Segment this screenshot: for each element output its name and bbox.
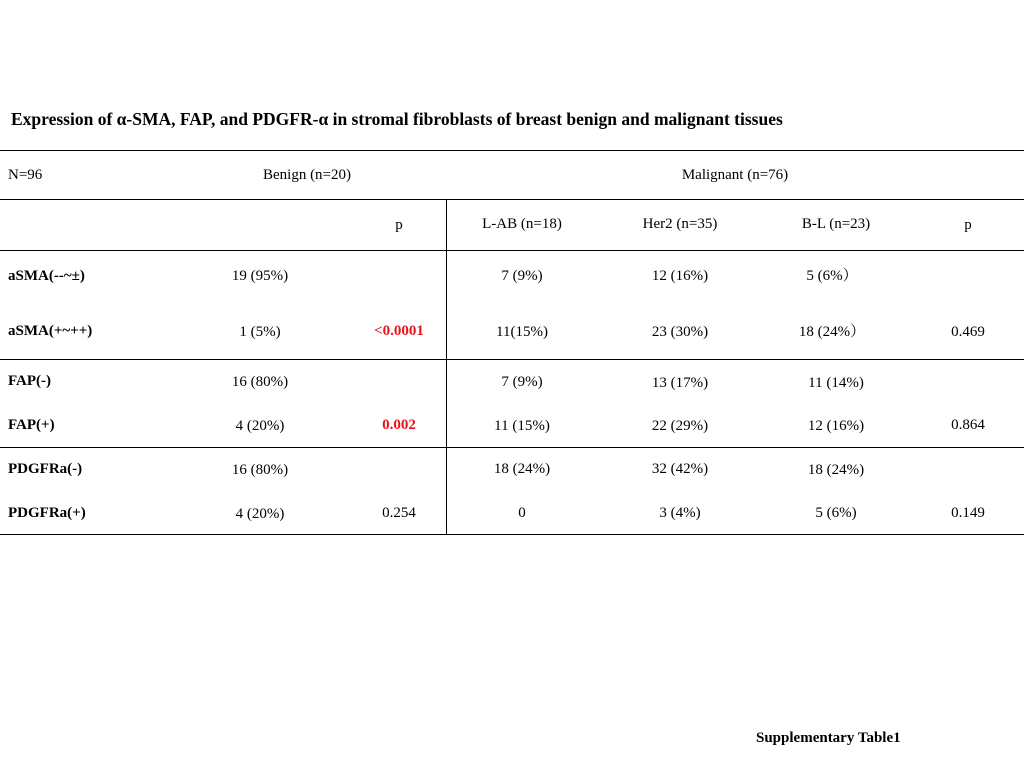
cell-bl: 5 (6%) <box>815 505 857 521</box>
cell-lab: 11(15%) <box>496 324 548 340</box>
cell-p-benign: 0.254 <box>382 505 416 521</box>
cell-p-malignant: 0.469 <box>951 324 985 340</box>
row-label: PDGFRa(-) <box>8 461 83 477</box>
subheader-p-benign: p <box>395 217 403 233</box>
subheader-p-malignant: p <box>964 217 972 233</box>
cell-benign: 19 (95%) <box>231 268 289 284</box>
cell-benign: 4 (20%) <box>235 506 285 522</box>
cell-lab: 11 (15%) <box>494 418 550 434</box>
cell-p-benign-significant: <0.0001 <box>374 323 424 339</box>
row-label: FAP(-) <box>8 373 52 389</box>
cell-her2: 13 (17%) <box>651 375 709 391</box>
rule-fap <box>0 447 1024 448</box>
row-label: FAP(+) <box>8 417 55 433</box>
cell-lab: 7 (9%) <box>501 268 543 284</box>
column-divider <box>446 199 447 534</box>
cell-lab: 7 (9%) <box>501 374 543 390</box>
cell-p-malignant: 0.149 <box>951 505 985 521</box>
rule-header <box>0 199 1024 200</box>
rule-bottom <box>0 534 1024 535</box>
cell-lab: 0 <box>518 505 526 521</box>
cell-benign: 16 (80%) <box>231 462 289 478</box>
cell-benign: 4 (20%) <box>235 418 285 434</box>
footer-caption: Supplementary Table1 <box>756 730 901 746</box>
cell-bl: 5 (6%） <box>806 268 858 284</box>
cell-her2: 3 (4%) <box>659 505 701 521</box>
cell-her2: 32 (42%) <box>651 461 709 477</box>
rule-asma <box>0 359 1024 360</box>
subheader-her2: Her2 (n=35) <box>642 216 718 232</box>
rule-subheader <box>0 250 1024 251</box>
cell-bl: 12 (16%) <box>807 418 865 434</box>
table-title: Expression of α-SMA, FAP, and PDGFR-α in stromal fibroblasts of breast benign and malignant tissues <box>11 109 783 129</box>
rule-top <box>0 150 1024 151</box>
cell-her2: 22 (29%) <box>651 418 709 434</box>
header-n: N=96 <box>8 167 43 183</box>
cell-p-benign-significant: 0.002 <box>382 417 416 433</box>
cell-her2: 12 (16%) <box>651 268 709 284</box>
row-label: aSMA(--~±) <box>8 268 85 284</box>
cell-benign: 1 (5%) <box>239 324 281 340</box>
row-label: PDGFRa(+) <box>8 505 86 521</box>
cell-bl: 11 (14%) <box>808 375 864 391</box>
row-label: aSMA(+~++) <box>8 323 93 339</box>
cell-her2: 23 (30%) <box>651 324 709 340</box>
subheader-bl: B-L (n=23) <box>801 216 871 232</box>
header-benign: Benign (n=20) <box>262 167 352 183</box>
subheader-lab: L-AB (n=18) <box>482 216 562 232</box>
cell-p-malignant: 0.864 <box>951 417 985 433</box>
cell-benign: 16 (80%) <box>231 374 289 390</box>
cell-bl: 18 (24%） <box>798 324 866 340</box>
cell-lab: 18 (24%) <box>493 461 551 477</box>
cell-bl: 18 (24%) <box>807 462 865 478</box>
header-malignant: Malignant (n=76) <box>681 167 789 183</box>
